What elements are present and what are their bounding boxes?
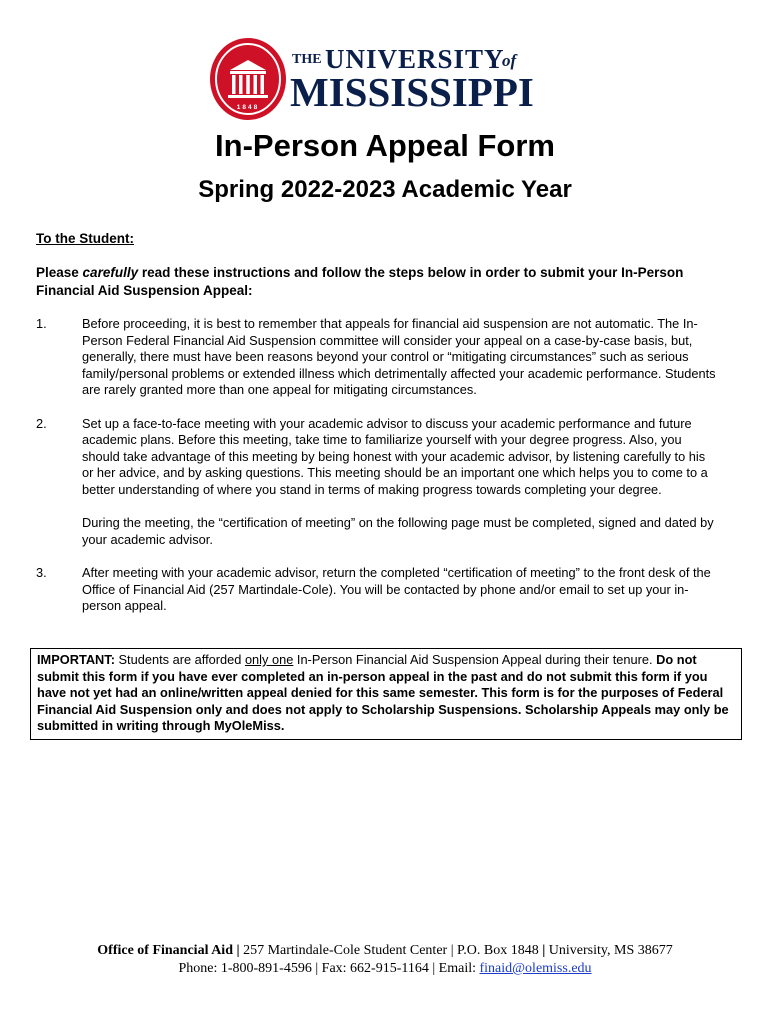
form-subtitle: Spring 2022-2023 Academic Year (198, 176, 572, 203)
office-name: Office of Financial Aid (97, 943, 233, 958)
intro-emphasis: carefully (82, 265, 139, 280)
wordmark-mississippi: MISSISSIPPI (290, 69, 534, 115)
important-bold-text: Do not submit this form if you have ever completed an in-person appeal in the past and do not submit this form if you have not yet had an online/written appeal denied for this same semester. This form is for the purposes of Federal Financial Aid Suspension only and does not apply to Scholarship Suspensions. Scholarship Appeals may only be submitted in writing through MyOleMiss. (37, 652, 729, 733)
step-item (36, 316, 716, 399)
step-text: Set up a face-to-face meeting with your academic advisor to discuss your academic performance and future academic plans. Before this meeting, take time to familiarize yourself with your degree progress. Also, you should take advantage of this meeting by being honest with your academic advisor, by listening carefully to his or her advice, and by asking questions. This meeting should be an important one which helps you to come to a better understanding of where you stand in terms of making progress towards completing your degree. (82, 415, 708, 497)
wordmark-university: UNIVERSITY (325, 44, 505, 74)
university-logo (208, 36, 568, 122)
important-label: IMPORTANT: (37, 652, 115, 667)
wordmark-the: THE (292, 52, 322, 67)
step-text: During the meeting, the “certification of meeting” on the following page must be completed, signed and dated by your academic advisor. (82, 515, 714, 547)
step-item (36, 416, 716, 549)
university-seal-icon (208, 36, 288, 122)
step-number: 2. (36, 415, 47, 431)
step-number: 1. (36, 316, 47, 331)
contact-footer (0, 942, 770, 978)
svg-text:1848: 1848 (236, 104, 260, 111)
email-link[interactable]: finaid@olemiss.edu (479, 961, 592, 976)
phone-number: Phone: 1-800-891-4596 (178, 961, 316, 976)
salutation: To the Student: (36, 231, 134, 246)
university-wordmark (292, 42, 572, 122)
intro-instructions: Please carefully read these instructions and follow the steps below in order to submit your In-Person Financial Aid Suspension Appeal: (36, 265, 684, 298)
important-underline: only one (244, 652, 294, 667)
footer-line-contact: Phone: 1-800-891-4596 | Fax: 662-915-1164 | Email: finaid@olemiss.edu (178, 961, 592, 976)
wordmark-of: of (502, 51, 517, 70)
step-item (36, 565, 716, 615)
form-title: In-Person Appeal Form (215, 128, 555, 163)
step-number: 3. (36, 565, 47, 580)
footer-line-address: Office of Financial Aid | 257 Martindale-Cole Student Center | P.O. Box 1848 | University, MS 38677 (97, 943, 673, 958)
important-notice: IMPORTANT: Students are afforded only one In-Person Financial Aid Suspension Appeal during their tenure. Do not submit this form if you have ever completed an in-person appeal in the past and do not submit this form if you have not yet had an online/written appeal denied for this same semester. This form is for the purposes of Federal Financial Aid Suspension only and does not apply to Scholarship Suspensions. Scholarship Appeals may only be submitted in writing through MyOleMiss. (30, 648, 742, 740)
step-text: After meeting with your academic advisor, return the completed “certification of meeting” to the front desk of the Office of Financial Aid (257 Martindale-Cole). You will be contacted by phone and/or email to set up your in-person appeal. (82, 565, 711, 613)
fax-number: Fax: 662-915-1164 (318, 961, 433, 976)
step-text: Before proceeding, it is best to remember that appeals for financial aid suspension are not automatic. The In-Person Federal Financial Aid Suspension committee will consider your appeal on a case-by-case basis, but, generally, there must have been reasons beyond your control or “mitigating circumstances” such as serious family/personal problems or extended illness which detrimentally affected your academic performance. Students are rarely granted more than one appeal for mitigating circumstances. (82, 316, 716, 397)
steps-list (36, 316, 716, 632)
